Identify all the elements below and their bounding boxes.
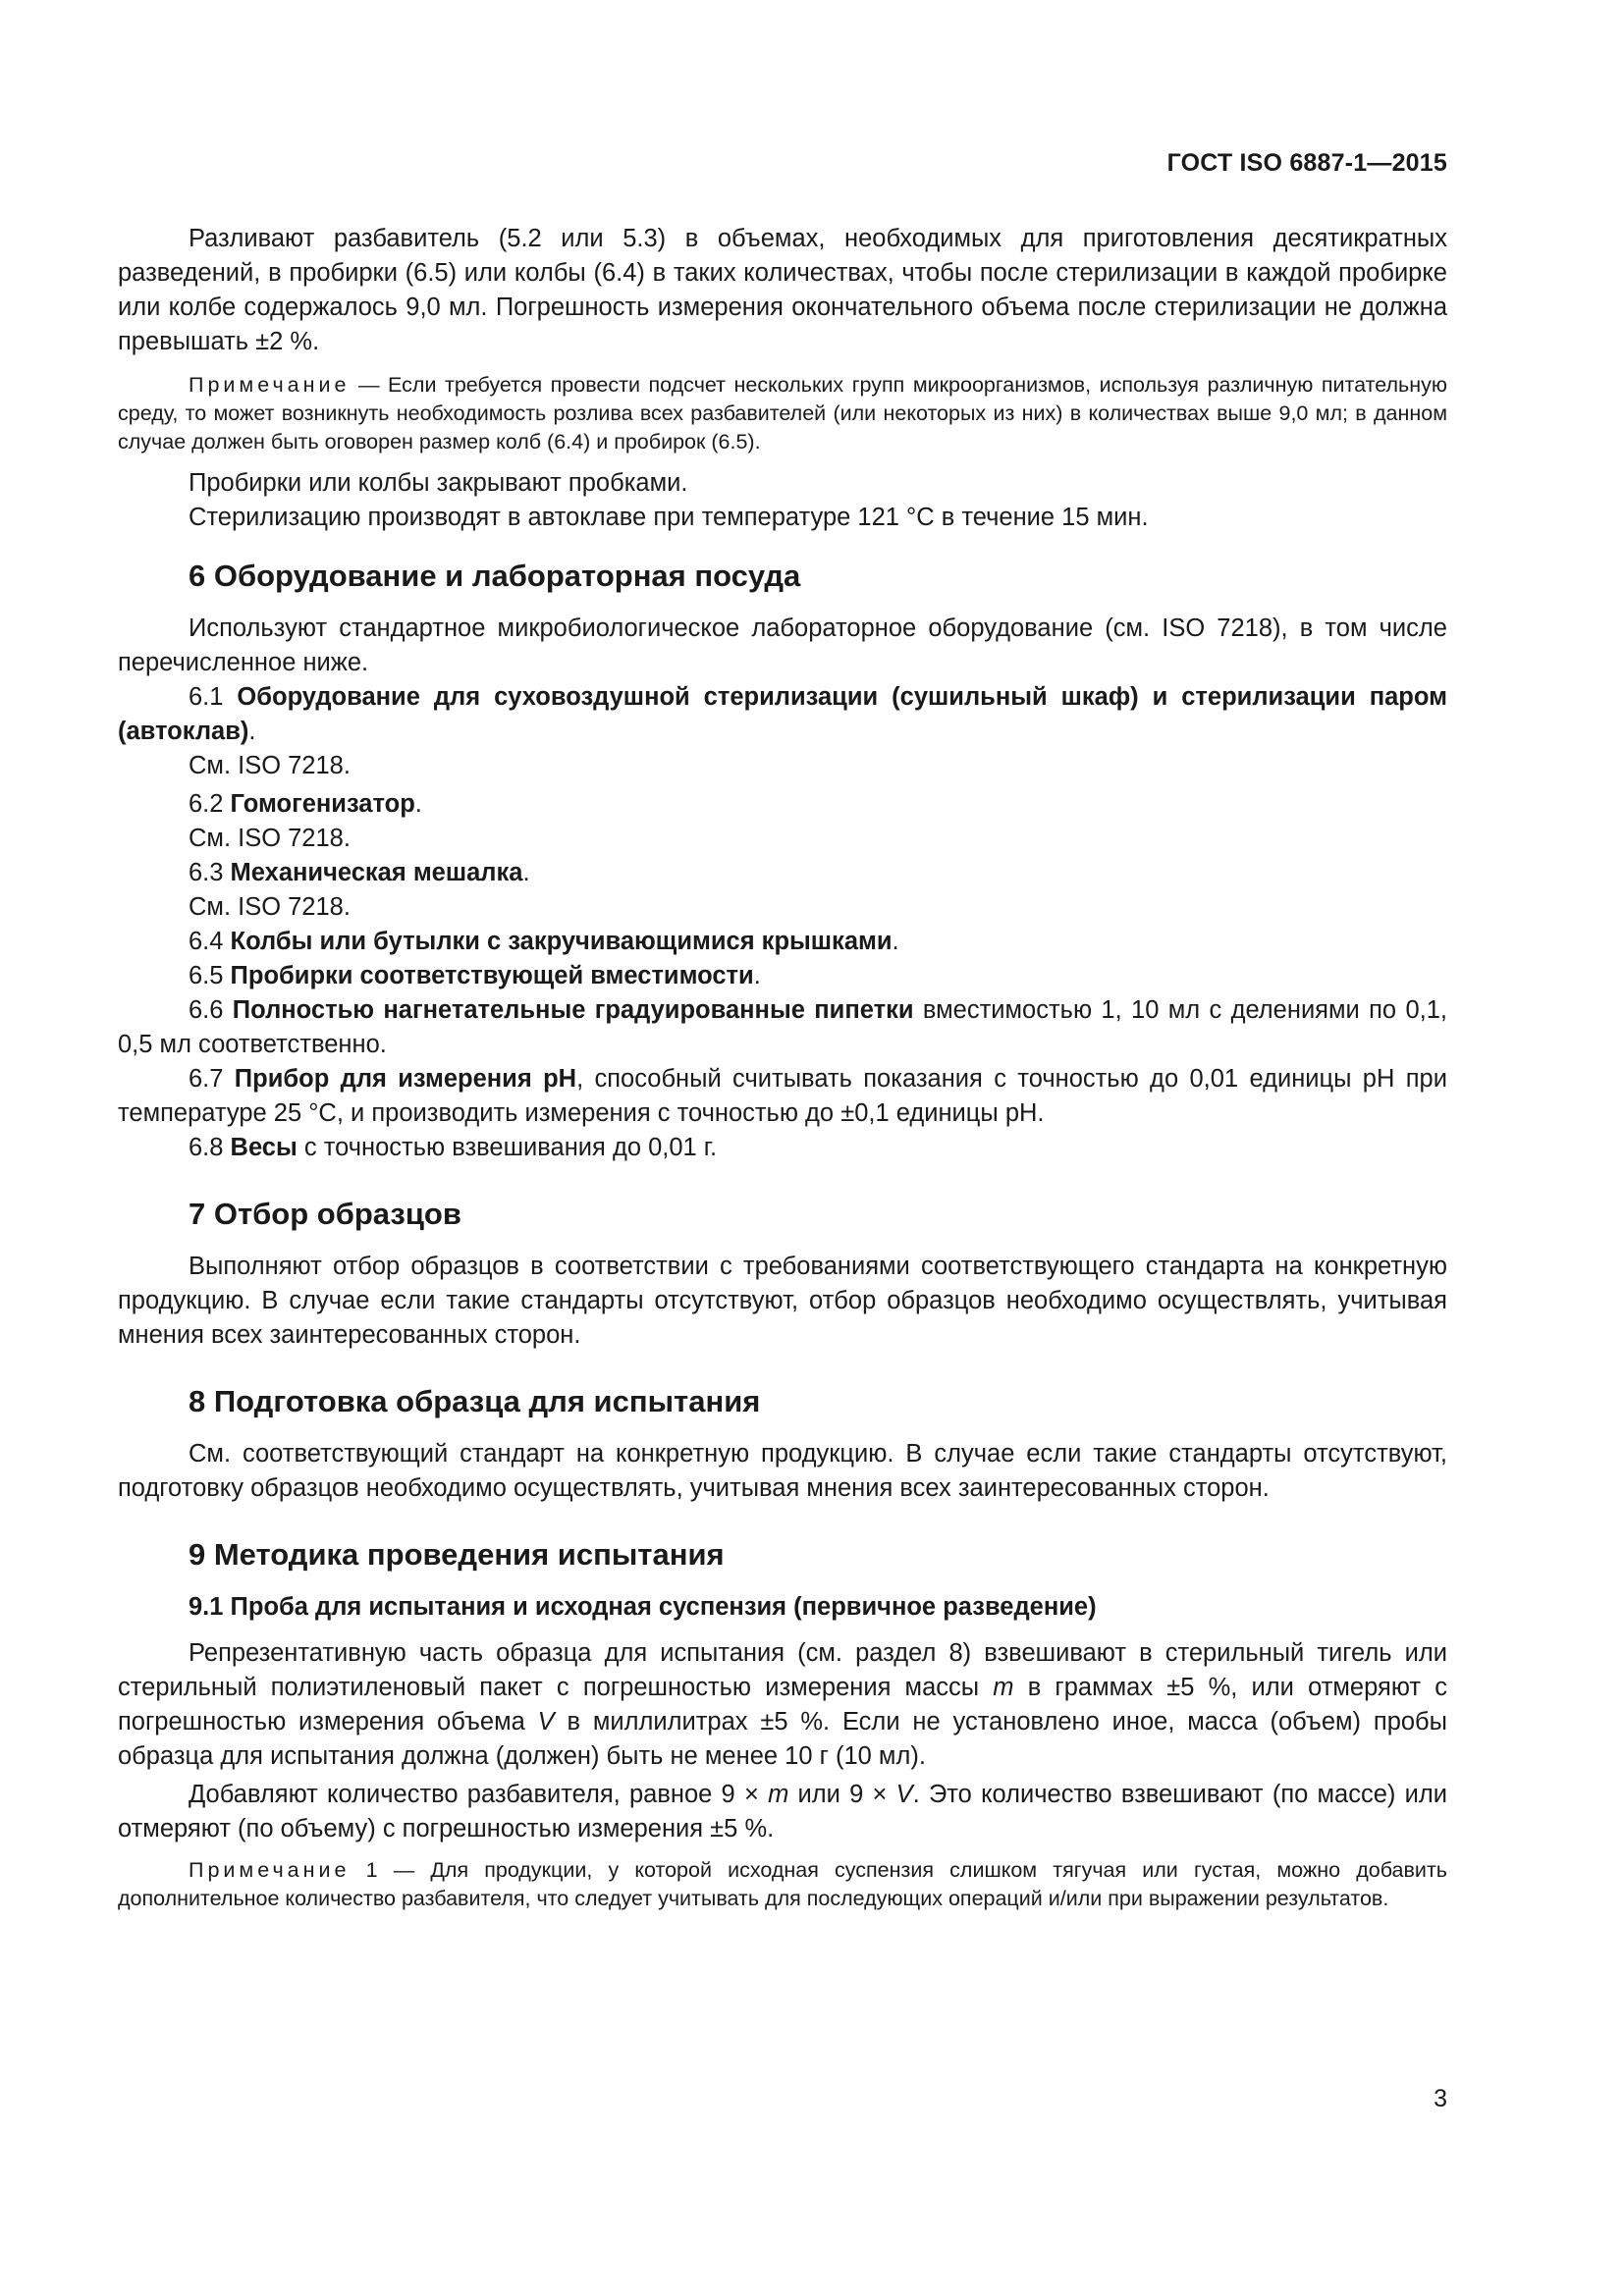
intro-paragraph: Разливают разбавитель (5.2 или 5.3) в объемах, необходимых для приготовления десятикратных разведений, в пробирки (6.5) или колбы (6.4) в таких количествах, чтобы после стерилизации в каждой пробирке или колбе содержалось 9,0 мл. Погрешность измерения окончательного объема после стерилизации не должна превышать ±2 %. — [118, 225, 1447, 355]
note-label: Примечание — [189, 1858, 351, 1882]
note-text: 1 — Для продукции, у которой исходная суспензия слишком тягучая или густая, можно добавить дополнительное количество разбавителя, что следует учитывать для последующих операций и/или при выражении результатов. — [118, 1858, 1447, 1910]
section-9-1-heading: 9.1 Проба для испытания и исходная суспензия (первичное разведение) — [189, 1593, 1097, 1621]
item-title: Прибор для измерения pH — [234, 1065, 577, 1093]
section-6-heading: 6 Оборудование и лабораторная посуда — [189, 559, 801, 593]
item-number: 6.8 — [189, 1134, 231, 1161]
text-run: Репрезентативную часть образца для испытания (см. раздел 8) взвешивают в стерильный тигель или стерильный полиэтиленовый пакет с погрешностью измерения массы — [118, 1639, 1447, 1701]
item-title: Колбы или бутылки с закручивающимися крышками — [230, 928, 893, 955]
item-rest: . — [248, 718, 256, 745]
item-rest: . — [522, 859, 530, 886]
volume-symbol: V — [895, 1781, 913, 1808]
item-6-5 — [118, 959, 1447, 993]
text-run: в миллилитрах ±5 %. Если не установлено иное, масса (объем) пробы образца для испытания должна (должен) быть не менее 10 г (10 мл). — [118, 1708, 1447, 1770]
item-6-6 — [118, 993, 1447, 1062]
section-8-text: См. соответствующий стандарт на конкретную продукцию. В случае если такие стандарты отсутствуют, подготовку образцов необходимо осуществлять, учитывая мнения всех заинтересованных сторон. — [118, 1440, 1447, 1502]
intro-note — [118, 371, 1447, 456]
item-number: 6.3 — [189, 859, 231, 886]
item-6-8 — [118, 1131, 1447, 1165]
item-rest: . — [753, 962, 761, 989]
item-title: Пробирки соответствующей вместимости — [230, 962, 754, 989]
intro-paragraph-3: Стерилизацию производят в автоклаве при температуре 121 °С в течение 15 мин. — [189, 504, 1149, 531]
section-8-heading: 8 Подготовка образца для испытания — [189, 1384, 761, 1418]
section-9-1-paragraph-1 — [118, 1636, 1447, 1774]
item-title: Оборудование для суховоздушной стерилизации (сушильный шкаф) и стерилизации паром (автоклав) — [118, 683, 1447, 745]
document-header: ГОСТ ISO 6887-1—2015 — [1166, 149, 1447, 177]
text-run: Добавляют количество разбавителя, равное 9 × — [189, 1781, 769, 1808]
section-9-heading: 9 Методика проведения испытания — [189, 1537, 725, 1572]
item-6-7 — [118, 1062, 1447, 1131]
note-label: Примечание — [189, 373, 351, 397]
item-rest: . — [414, 790, 422, 818]
item-number: 6.7 — [189, 1065, 235, 1093]
item-6-1 — [118, 680, 1447, 749]
section-7-heading: 7 Отбор образцов — [189, 1197, 461, 1231]
section-7-text: Выполняют отбор образцов в соответствии с требованиями соответствующего стандарта на конкретную продукцию. В случае если такие стандарты отсутствуют, отбор образцов необходимо осуществлять, учитывая мнения всех заинтересованных сторон. — [118, 1253, 1447, 1349]
item-title: Механическая мешалка — [230, 859, 523, 886]
item-rest: . — [892, 928, 899, 955]
text-run: . Это количество взвешивают (по массе) или отмеряют (по объему) с погрешностью измерения ±5 %. — [118, 1781, 1447, 1842]
note-text: — Если требуется провести подсчет нескольких групп микроорганизмов, используя различную питательную среду, то может возникнуть необходимость розлива всех разбавителей (или некоторых из них) в количествах выше 9,0 мл; в данном случае должен быть оговорен размер колб (6.4) и пробирок (6.5). — [118, 373, 1447, 454]
page-content — [118, 222, 1447, 1913]
mass-symbol: m — [993, 1674, 1014, 1701]
item-rest: , способный считывать показания с точностью до 0,01 единицы pH при температуре 25 °С, и производить измерения с точностью до ±0,1 единицы pH. — [118, 1065, 1447, 1127]
page-number: 3 — [1434, 2085, 1447, 2112]
item-6-2-ref: См. ISO 7218. — [189, 825, 351, 852]
item-title: Гомогенизатор — [230, 790, 415, 818]
volume-symbol: V — [537, 1708, 555, 1735]
section-6-intro: Используют стандартное микробиологическое лабораторное оборудование (см. ISO 7218), в том числе перечисленное ниже. — [118, 614, 1447, 676]
section-9-1-paragraph-2 — [118, 1778, 1447, 1846]
item-rest: вместимостью 1, 10 мл с делениями по 0,1, 0,5 мл соответственно. — [118, 996, 1447, 1058]
item-6-3-ref: См. ISO 7218. — [189, 893, 351, 921]
item-number: 6.2 — [189, 790, 231, 818]
item-6-3 — [118, 856, 1447, 890]
item-title: Полностью нагнетательные градуированные пипетки — [232, 996, 914, 1024]
text-run: или 9 × — [788, 1781, 896, 1808]
intro-paragraph-2: Пробирки или колбы закрывают пробками. — [189, 469, 688, 497]
text-run: в граммах ±5 %, или отмеряют с погрешностью измерения объема — [118, 1674, 1447, 1735]
item-6-4 — [118, 925, 1447, 959]
item-6-2 — [118, 787, 1447, 822]
item-6-1-ref: См. ISO 7218. — [189, 752, 351, 779]
section-9-note — [118, 1856, 1447, 1913]
item-number: 6.6 — [189, 996, 233, 1024]
item-rest: с точностью взвешивания до 0,01 г. — [297, 1134, 718, 1161]
mass-symbol: m — [768, 1781, 789, 1808]
item-number: 6.5 — [189, 962, 231, 989]
item-number: 6.4 — [189, 928, 231, 955]
item-number: 6.1 — [189, 683, 238, 711]
item-title: Весы — [230, 1134, 298, 1161]
